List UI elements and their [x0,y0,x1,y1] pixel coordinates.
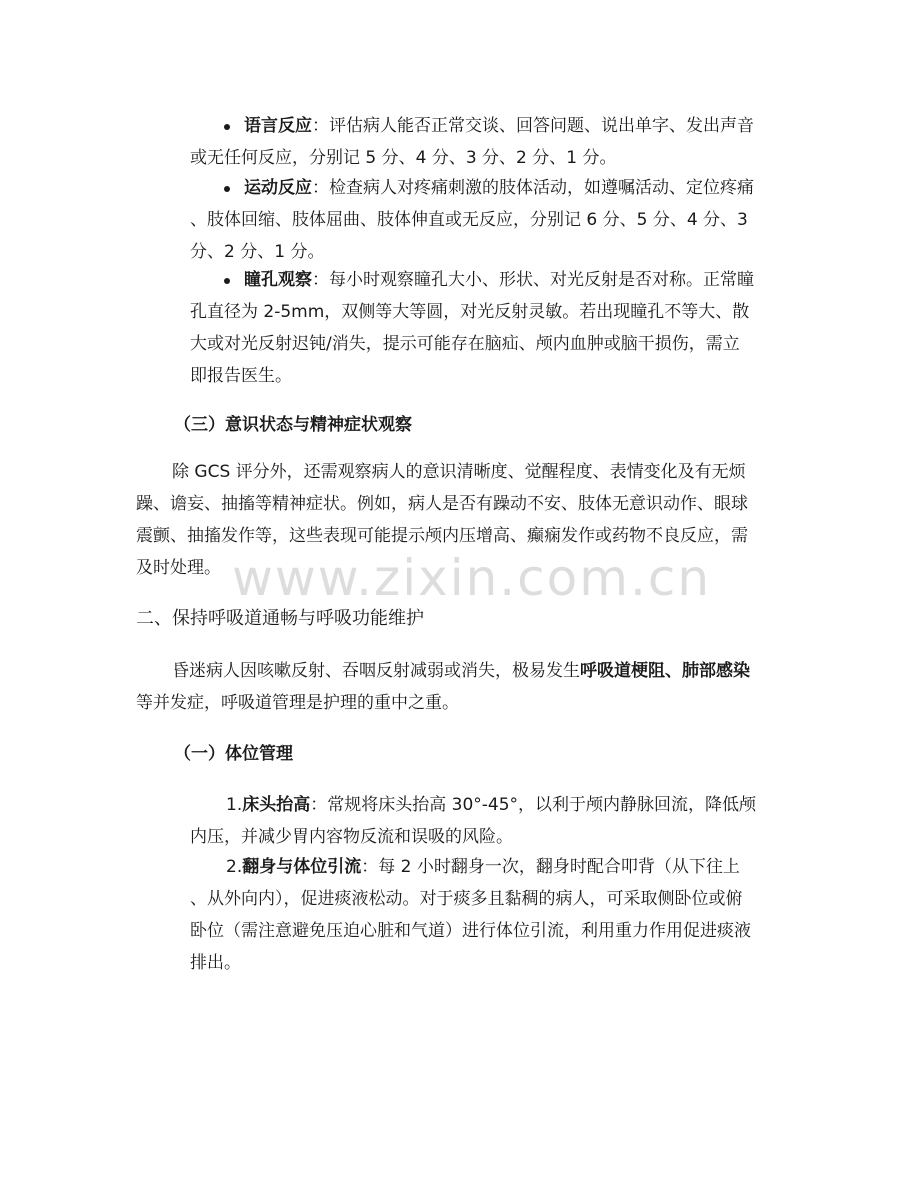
paragraph-line: 震颤、抽搐发作等，这些表现可能提示颅内压增高、癫痫发作或药物不良反应，需 [136,526,748,546]
numbered-line: 1.床头抬高：常规将床头抬高 30°-45°，以利于颅内静脉回流，降低颅 [226,795,757,815]
numbered-item-turning-drainage [190,851,786,979]
numbered-item-head-elevation [190,789,786,853]
bullet-line: 分、2 分、1 分。 [190,242,325,262]
paragraph-line: 躁、谵妄、抽搐等精神症状。例如，病人是否有躁动不安、肢体无意识动作、眼球 [136,494,748,514]
bullet-line: 孔直径为 2-5mm，双侧等大等圆，对光反射灵敏。若出现瞳孔不等大、散 [190,302,750,322]
item-term: 床头抬高 [242,795,311,815]
bullet-dot [224,186,230,192]
bullet-line: 瞳孔观察：每小时观察瞳孔大小、形状、对光反射是否对称。正常瞳 [244,270,754,290]
bold-emphasis: 呼吸道梗阻、肺部感染 [580,661,750,681]
paragraph-line: 及时处理。 [136,558,221,578]
item-term: 翻身与体位引流 [242,857,362,877]
paragraph-line: 等并发症，呼吸道管理是护理的重中之重。 [136,693,459,713]
watermark: www.zixin.com.cn [232,549,712,607]
bullet-item-language-response [190,110,786,174]
section-heading-positioning: （一）体位管理 [174,744,293,764]
item-number: 2. [226,857,243,877]
bullet-term: 语言反应 [244,116,312,136]
bullet-dot [224,278,230,284]
paragraph-line: 昏迷病人因咳嗽反射、吞咽反射减弱或消失，极易发生呼吸道梗阻、肺部感染 [172,661,750,681]
bullet-item-pupil-observation [190,264,786,392]
bullet-item-motor-response [190,172,786,268]
paragraph-airway [136,655,786,719]
bullet-line: 即报告医生。 [190,366,292,386]
numbered-line: 排出。 [190,953,241,973]
bullet-dot [224,124,230,130]
numbered-line: 卧位（需注意避免压迫心脏和气道）进行体位引流，利用重力作用促进痰液 [190,921,751,941]
bullet-line: 或无任何反应，分别记 5 分、4 分、3 分、2 分、1 分。 [190,148,617,168]
section-heading-consciousness: （三）意识状态与精神症状观察 [174,415,412,435]
bullet-line: 语言反应：评估病人能否正常交谈、回答问题、说出单字、发出声音 [244,116,754,136]
bullet-term: 瞳孔观察 [244,270,312,290]
numbered-line: 、从外向内），促进痰液松动。对于痰多且黏稠的病人，可采取侧卧位或俯 [190,889,743,909]
part-heading-airway: 二、保持呼吸道通畅与呼吸功能维护 [136,608,424,629]
numbered-line: 内压，并减少胃内容物反流和误吸的风险。 [190,827,513,847]
bullet-line: 大或对光反射迟钝/消失，提示可能存在脑疝、颅内血肿或脑干损伤，需立 [190,334,740,354]
bullet-term: 运动反应 [244,178,312,198]
bullet-line: 、肢体回缩、肢体屈曲、肢体伸直或无反应，分别记 6 分、5 分、4 分、3 [190,210,748,230]
bullet-line: 运动反应：检查病人对疼痛刺激的肢体活动，如遵嘱活动、定位疼痛 [244,178,754,198]
item-number: 1. [226,795,243,815]
paragraph-line: 除 GCS 评分外，还需观察病人的意识清晰度、觉醒程度、表情变化及有无烦 [172,462,746,482]
numbered-line: 2.翻身与体位引流：每 2 小时翻身一次，翻身时配合叩背（从下往上 [226,857,740,877]
